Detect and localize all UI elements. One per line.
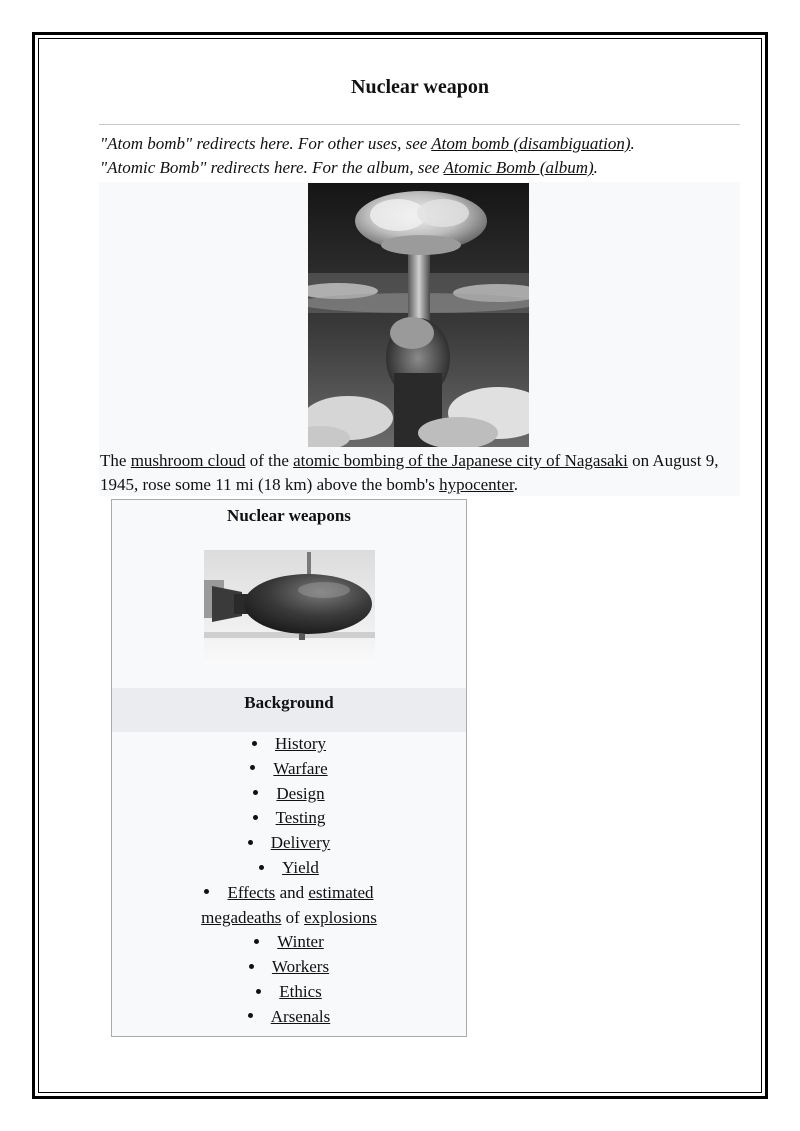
link-estimated[interactable]: estimated	[308, 882, 374, 902]
bullet-icon	[252, 741, 257, 746]
link-design[interactable]: Design	[276, 783, 325, 803]
link-testing[interactable]: Testing	[275, 808, 326, 828]
list-item	[112, 732, 466, 757]
link-atom-bomb-disambiguation[interactable]: Atom bomb (disambiguation)	[431, 134, 631, 153]
figure-caption: The mushroom cloud of the atomic bombing of the Japanese city of Nagasaki on August 9, 1945, rose some 11 mi (18 km) above the bomb's hypocenter.	[100, 451, 719, 494]
link-effects[interactable]: Effects	[227, 882, 276, 902]
list-item: Effects and estimated megadeaths of explosions	[201, 882, 377, 927]
link-arsenals[interactable]: Arsenals	[270, 1006, 331, 1026]
link-winter[interactable]: Winter	[277, 932, 324, 952]
link-atomic-bomb-album[interactable]: Atomic Bomb (album)	[443, 158, 594, 177]
list-item	[112, 782, 466, 807]
link-warfare[interactable]: Warfare	[273, 758, 328, 778]
hatnote-atom-bomb: "Atom bomb" redirects here. For other uses, see Atom bomb (disambiguation).	[100, 134, 635, 153]
list-item	[112, 1005, 466, 1030]
hatnote-atomic-bomb: "Atomic Bomb" redirects here. For the album, see Atomic Bomb (album).	[100, 158, 598, 177]
list-item	[112, 806, 466, 831]
navbox-title: Nuclear weapons	[227, 506, 351, 525]
mushroom-cloud-photo[interactable]	[308, 183, 529, 447]
link-ethics[interactable]: Ethics	[279, 981, 322, 1001]
link-explosions[interactable]: explosions	[304, 907, 377, 927]
list-item	[112, 757, 466, 782]
link-delivery[interactable]: Delivery	[270, 833, 331, 853]
bullet-icon	[204, 889, 209, 894]
link-history[interactable]: History	[275, 734, 326, 753]
link-mushroom-cloud[interactable]: mushroom cloud	[130, 451, 246, 470]
list-item	[112, 980, 466, 1005]
bullet-icon	[256, 989, 261, 994]
link-workers[interactable]: Workers	[271, 957, 330, 977]
title-divider	[99, 124, 740, 125]
page-title: Nuclear weapon	[351, 76, 489, 98]
nuclear-weapons-navbox	[111, 499, 467, 1037]
list-item	[112, 856, 466, 881]
bullet-icon	[253, 815, 258, 820]
link-yield[interactable]: Yield	[282, 857, 319, 877]
bullet-icon	[253, 790, 258, 795]
bullet-icon	[248, 1013, 253, 1018]
bomb-photo[interactable]	[204, 550, 375, 664]
list-item	[112, 955, 466, 980]
link-nagasaki-bombing[interactable]: atomic bombing of the Japanese city of Nagasaki	[293, 451, 628, 470]
link-megadeaths[interactable]: megadeaths	[201, 907, 282, 927]
bullet-icon	[254, 939, 259, 944]
bullet-icon	[249, 964, 254, 969]
link-hypocenter[interactable]: hypocenter	[439, 475, 514, 494]
navbox-section-header: Background	[112, 688, 466, 732]
list-item	[112, 831, 466, 856]
navbox-list	[112, 732, 466, 1030]
bullet-icon	[248, 840, 253, 845]
list-item	[112, 930, 466, 955]
bullet-icon	[250, 765, 255, 770]
bullet-icon	[259, 865, 264, 870]
